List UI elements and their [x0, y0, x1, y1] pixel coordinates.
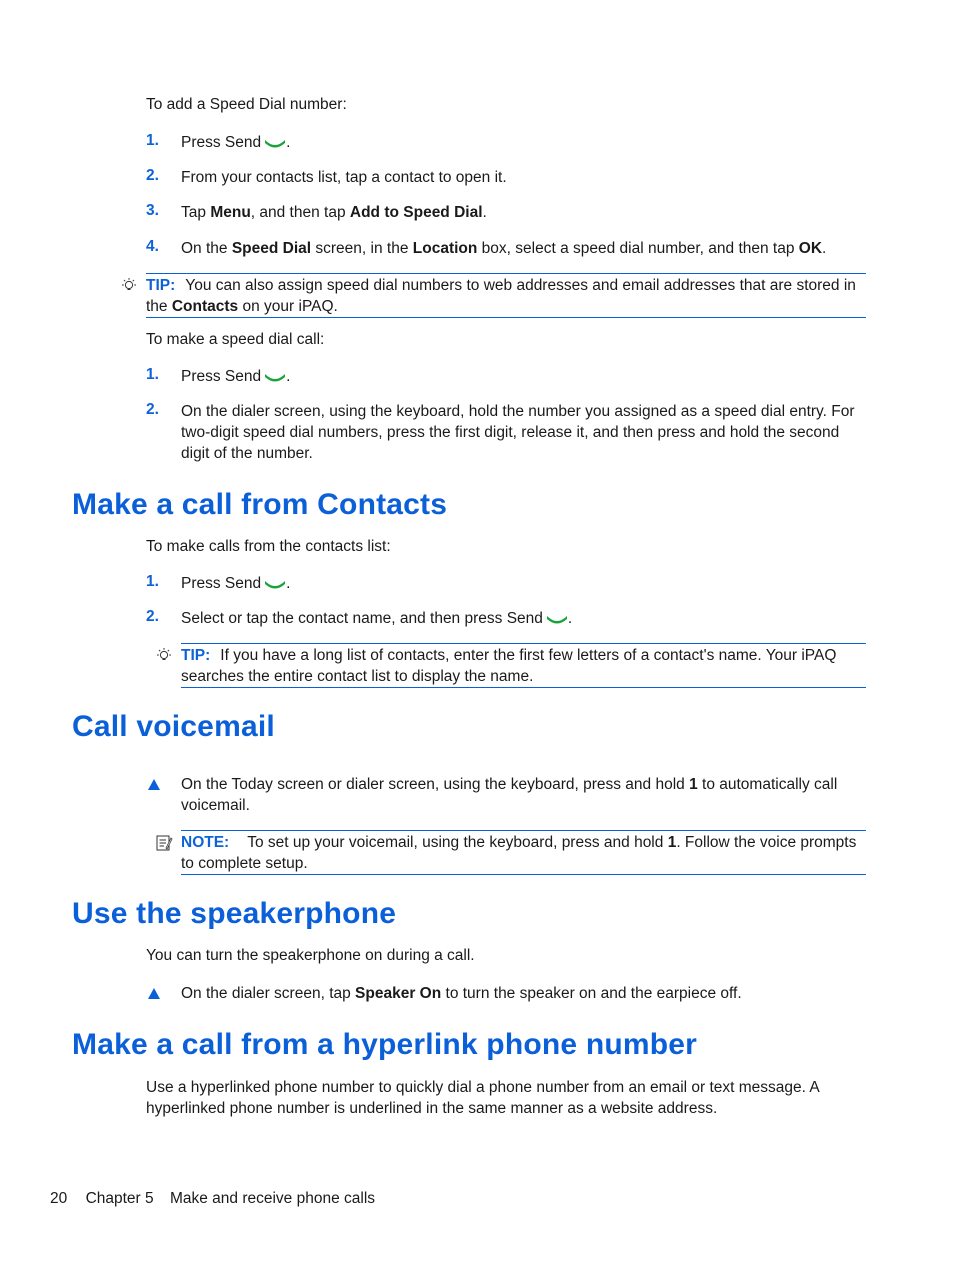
- lightbulb-icon: [155, 647, 173, 665]
- speakerphone-intro: You can turn the speakerphone on during a call.: [146, 947, 475, 964]
- phone-send-icon: [264, 372, 286, 382]
- heading-speakerphone: Use the speakerphone: [72, 897, 397, 930]
- step-number: 4.: [146, 238, 159, 255]
- speed-dial-call-intro: To make a speed dial call:: [146, 331, 325, 348]
- tip-label: TIP:: [181, 647, 211, 664]
- heading-voicemail: Call voicemail: [72, 710, 275, 743]
- step-number: 3.: [146, 202, 159, 219]
- heading-hyperlink: Make a call from a hyperlink phone number: [72, 1028, 698, 1061]
- page-footer: [50, 1190, 375, 1208]
- step-open-contact: From your contacts list, tap a contact to open it.: [181, 169, 507, 186]
- voicemail-instruction: On the Today screen or dialer screen, using the keyboard, press and hold 1 to automatically call voicemail.: [181, 776, 838, 814]
- step-number: 2.: [146, 401, 159, 418]
- chapter-title: Make and receive phone calls: [169, 1190, 376, 1207]
- step-press-send: Press Send .: [181, 575, 291, 592]
- step-number: 2.: [146, 167, 159, 184]
- tip-box: TIP: If you have a long list of contacts, enter the first few letters of a contact's name. Your iPAQ searches the entire contact list to display the name.: [181, 643, 866, 688]
- step-number: 1.: [146, 573, 159, 590]
- step-press-send: Press Send .: [181, 368, 291, 385]
- heading-contacts: Make a call from Contacts: [72, 488, 448, 521]
- phone-send-icon: [264, 138, 286, 148]
- step-number: 1.: [146, 132, 159, 149]
- phone-send-icon: [546, 614, 568, 624]
- contacts-intro: To make calls from the contacts list:: [146, 538, 391, 555]
- step-add-speed-dial: Tap Menu, and then tap Add to Speed Dial.: [181, 204, 487, 221]
- step-select-contact: Select or tap the contact name, and then press Send .: [181, 610, 573, 627]
- tip-box: TIP: You can also assign speed dial numbers to web addresses and email addresses that are stored in the Contacts on your iPAQ.: [146, 273, 866, 318]
- hyperlink-paragraph: Use a hyperlinked phone number to quickly dial a phone number from an email or text message. A hyperlinked phone number is underlined in the same manner as a website address.: [146, 1079, 819, 1117]
- speakerphone-instruction: On the dialer screen, tap Speaker On to turn the speaker on and the earpiece off.: [181, 985, 742, 1002]
- phone-send-icon: [264, 579, 286, 589]
- note-box: NOTE: To set up your voicemail, using the keyboard, press and hold 1. Follow the voice prompts to complete setup.: [181, 830, 866, 875]
- note-label: NOTE:: [181, 834, 230, 851]
- page-number: 20: [50, 1190, 68, 1207]
- step-number: 2.: [146, 608, 159, 625]
- step-number: 1.: [146, 366, 159, 383]
- step-hold-number: On the dialer screen, using the keyboard, hold the number you assigned as a speed dial entry. For two-digit speed dial numbers, press the first digit, release it, and then press and hold the second digit of the number.: [181, 403, 855, 462]
- step-press-send: Press Send .: [181, 134, 291, 151]
- tip-label: TIP:: [146, 277, 176, 294]
- step-select-location: On the Speed Dial screen, in the Location box, select a speed dial number, and then tap OK.: [181, 240, 827, 257]
- triangle-bullet-icon: [148, 779, 160, 790]
- note-icon: [155, 834, 173, 852]
- chapter-label: Chapter 5: [85, 1190, 154, 1207]
- lightbulb-icon: [120, 277, 138, 295]
- triangle-bullet-icon: [148, 988, 160, 999]
- speed-dial-intro: To add a Speed Dial number:: [146, 96, 347, 113]
